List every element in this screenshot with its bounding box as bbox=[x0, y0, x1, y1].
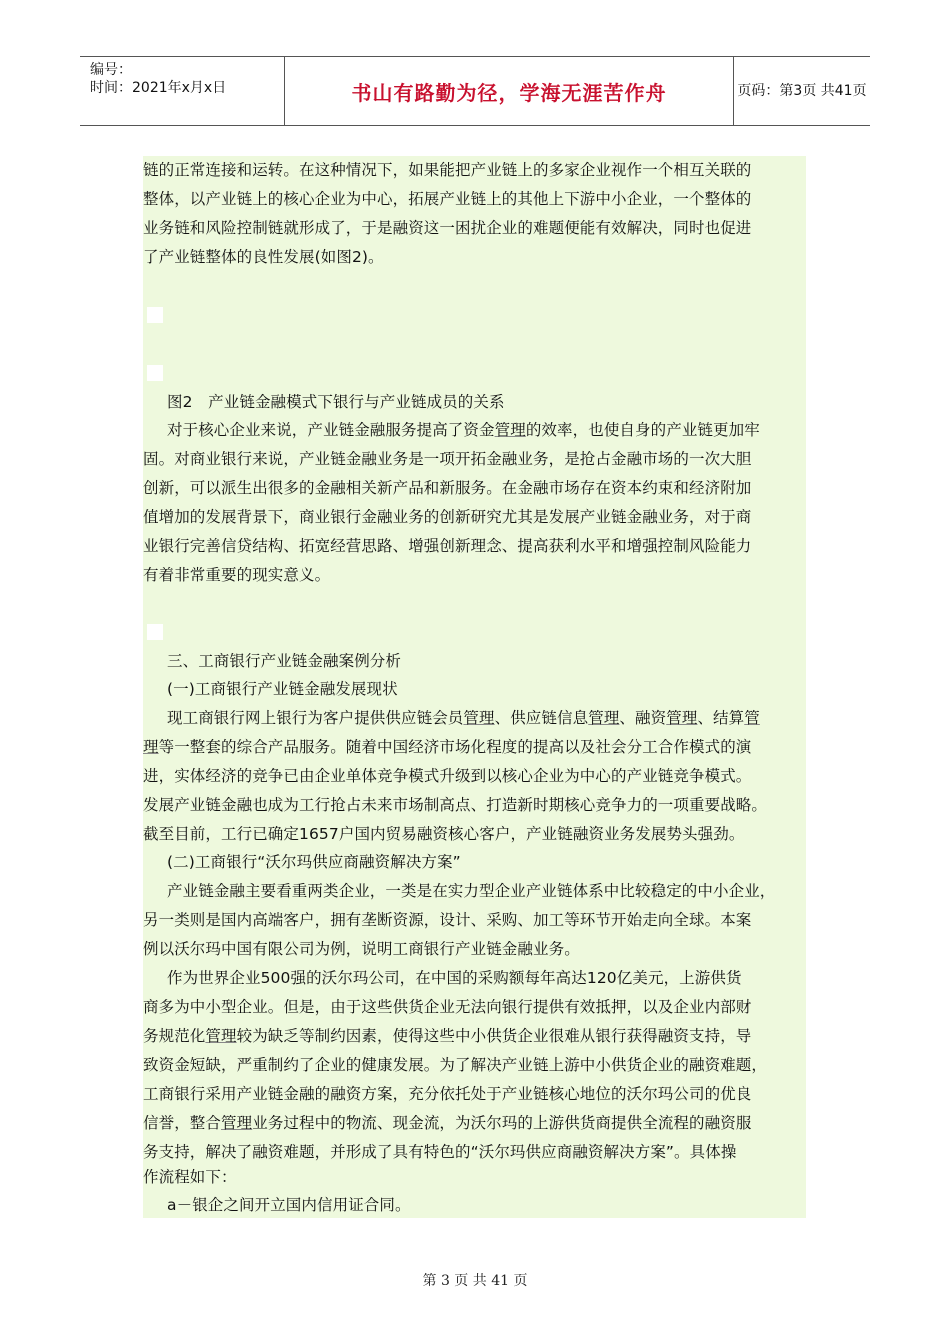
text-line: 致资金短缺，严重制约了企业的健康发展。为了解决产业链上游中小供货企业的融资难题， bbox=[143, 1056, 768, 1074]
header-page-cell bbox=[734, 57, 870, 125]
link-management[interactable]: 管 bbox=[744, 709, 760, 727]
section-heading: 三、工商银行产业链金融案例分析 bbox=[167, 652, 402, 670]
text-line: 另一类则是国内高端客户，拥有垄断资源，设计、采购、加工等环节开始走向全球。本案 bbox=[143, 911, 752, 929]
figure-placeholder bbox=[147, 307, 163, 323]
link-management[interactable]: 管理 bbox=[221, 1114, 253, 1132]
list-item: a－银企之间开立国内信用证合同。 bbox=[167, 1196, 411, 1214]
text-line: 整体，以产业链上的核心企业为中心，拓展产业链上的其他上下游中小企业，一个整体的 bbox=[143, 190, 752, 208]
text-run: 业务过程中的物流、现金流，为沃尔玛的上游供货商提供全流程的融资服 bbox=[252, 1114, 752, 1132]
link-management[interactable]: 管理 bbox=[463, 709, 495, 727]
text-line: 商多为中小型企业。但是，由于这些供货企业无法向银行提供有效抵押，以及企业内部财 bbox=[143, 998, 752, 1016]
text-line: 值增加的发展背景下，商业银行金融业务的创新研究尤其是发展产业链金融业务，对于商 bbox=[143, 508, 752, 526]
text-line: 了产业链整体的良性发展(如图2)。 bbox=[143, 248, 384, 266]
header-motto: 书山有路勤为径，学海无涯苦作舟 bbox=[351, 80, 667, 105]
figure-caption: 图2 产业链金融模式下银行与产业链成员的关系 bbox=[167, 393, 505, 411]
link-management[interactable]: 管理 bbox=[666, 709, 698, 727]
text-line: 发展产业链金融也成为工行抢占未来市场制高点、打造新时期核心竞争力的一项重要战略。 bbox=[143, 796, 768, 814]
text-line: 有着非常重要的现实意义。 bbox=[143, 566, 331, 584]
figure-placeholder bbox=[147, 624, 163, 640]
text-run: 信誉，整合 bbox=[143, 1114, 222, 1132]
text-run: 、融资 bbox=[619, 709, 667, 727]
header-page-info: 页码：第3页 共41页 bbox=[737, 83, 867, 99]
doc-number-label: 编号： bbox=[90, 62, 132, 78]
link-management[interactable]: 管理 bbox=[588, 709, 620, 727]
text-run: 、结算 bbox=[697, 709, 745, 727]
header-motto-cell bbox=[284, 57, 734, 125]
doc-time-label: 时间：2021年x月x日 bbox=[90, 80, 227, 96]
text-line bbox=[143, 1112, 806, 1134]
text-line bbox=[143, 707, 806, 729]
text-line bbox=[143, 736, 806, 758]
text-line: 作流程如下： bbox=[143, 1168, 237, 1186]
link-management[interactable]: 理 bbox=[143, 738, 159, 756]
text-line bbox=[143, 1025, 806, 1047]
subsection-heading: (二)工商银行“沃尔玛供应商融资解决方案” bbox=[167, 853, 461, 871]
subsection-heading: (一)工商银行产业链金融发展现状 bbox=[167, 680, 398, 698]
header-meta-cell bbox=[80, 57, 284, 125]
text-run: 对于核心企业来说，产业链金融服务提高了资金 bbox=[167, 421, 495, 439]
text-line: 务支持，解决了融资难题，并形成了具有特色的“沃尔玛供应商融资解决方案”。具体操 bbox=[143, 1143, 737, 1161]
text-run: 较为缺乏等制约因素，使得这些中小供货企业很难从银行获得融资支持，导 bbox=[236, 1027, 752, 1045]
link-management[interactable]: 管理 bbox=[205, 1027, 237, 1045]
text-run: 的效率，也使自身的产业链更加牢 bbox=[525, 421, 760, 439]
text-run: 、供应链信息 bbox=[494, 709, 589, 727]
text-line: 作为世界企业500强的沃尔玛公司，在中国的采购额每年高达120亿美元，上游供货 bbox=[167, 969, 742, 987]
text-line: 产业链金融主要看重两类企业，一类是在实力型企业产业链体系中比较稳定的中小企业， bbox=[167, 882, 776, 900]
text-line: 例以沃尔玛中国有限公司为例，说明工商银行产业链金融业务。 bbox=[143, 940, 580, 958]
text-line: 链的正常连接和运转。在这种情况下，如果能把产业链上的多家企业视作一个相互关联的 bbox=[143, 161, 752, 179]
text-line: 业银行完善信贷结构、拓宽经营思路、增强创新理念、提高获利水平和增强控制风险能力 bbox=[143, 537, 752, 555]
figure-placeholder bbox=[147, 365, 163, 381]
document-header bbox=[80, 56, 870, 126]
text-run: 等一整套的综合产品服务。随着中国经济市场化程度的提高以及社会分工合作模式的演 bbox=[158, 738, 752, 756]
page-footer: 第 3 页 共 41 页 bbox=[422, 1273, 528, 1289]
text-line: 创新，可以派生出很多的金融相关新产品和新服务。在金融市场存在资本约束和经济附加 bbox=[143, 479, 752, 497]
link-management[interactable]: 管理 bbox=[494, 421, 526, 439]
text-line: 固。对商业银行来说，产业链金融业务是一项开拓金融业务，是抢占金融市场的一次大胆 bbox=[143, 450, 752, 468]
text-line: 截至目前，工行已确定1657户国内贸易融资核心客户，产业链融资业务发展势头强劲。 bbox=[143, 825, 745, 843]
text-run: 现工商银行网上银行为客户提供供应链会员 bbox=[167, 709, 464, 727]
text-line: 业务链和风险控制链就形成了，于是融资这一困扰企业的难题便能有效解决，同时也促进 bbox=[143, 219, 752, 237]
text-line bbox=[143, 419, 806, 441]
text-run: 务规范化 bbox=[143, 1027, 206, 1045]
text-line: 工商银行采用产业链金融的融资方案，充分依托处于产业链核心地位的沃尔玛公司的优良 bbox=[143, 1085, 752, 1103]
text-line: 进，实体经济的竞争已由企业单体竞争模式升级到以核心企业为中心的产业链竞争模式。 bbox=[143, 767, 752, 785]
